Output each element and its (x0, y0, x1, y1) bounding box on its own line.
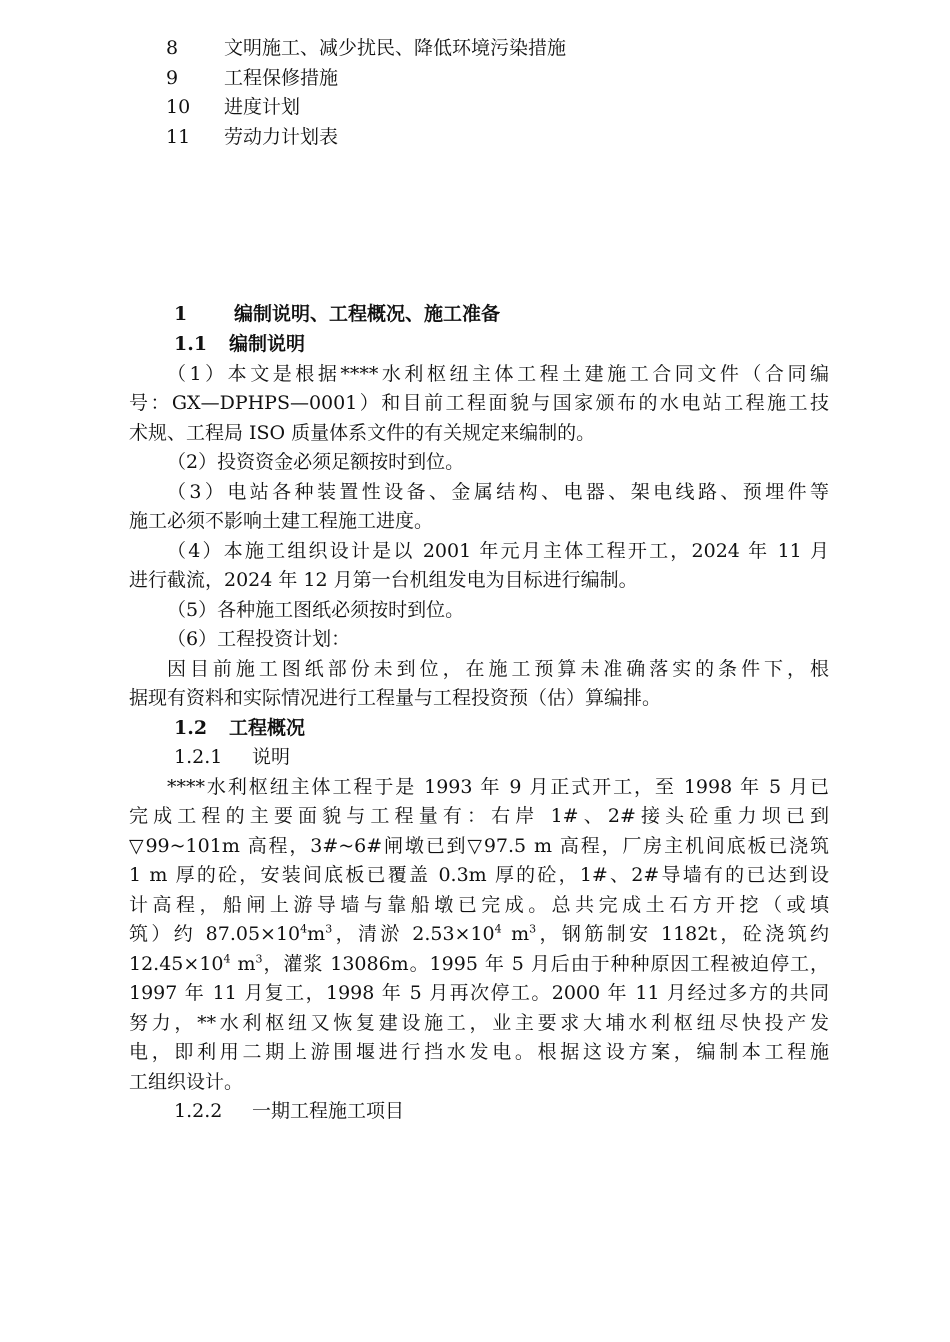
superscript: 4 (300, 922, 308, 936)
section-title: 编制说明、工程概况、施工准备 (234, 303, 501, 325)
subsection-number: 1.2 (174, 716, 208, 739)
text-line: ▽99~101m 高程，3#~6#闸墩已到▽97.5 m 高程，厂房主机间底板已浇筑 (129, 834, 829, 857)
document-body (129, 299, 829, 1127)
paragraph (129, 773, 829, 1098)
paragraph (129, 448, 829, 478)
text-line: （1）本文是根据****水利枢纽主体工程土建施工合同文件（合同编 (167, 362, 829, 385)
toc-item-number: 8 (166, 37, 179, 59)
toc-item[interactable] (166, 34, 566, 64)
text-line: 据现有资料和实际情况进行工程量与工程投资预（估）算编排。 (129, 687, 662, 709)
text-line: 1 m 厚的砼，安装间底板已覆盖 0.3m 厚的砼，1#、2#导墙有的已达到设 (129, 864, 829, 886)
toc-item-title: 劳动力计划表 (224, 125, 339, 148)
text-line: 1997 年 11 月复工，1998 年 5 月再次停工。2000 年 11 月经过多方的共同 (129, 982, 829, 1004)
text-line (129, 950, 829, 980)
text-line: （5）各种施工图纸必须按时到位。 (167, 598, 465, 621)
subsubsection-number: 1.2.1 (174, 746, 223, 768)
text-line: 术规、工程局 ISO 质量体系文件的有关规定来编制的。 (129, 421, 596, 444)
text-line: 计高程，船闸上游导墙与靠船墩已完成。总共完成土石方开挖（或填 (129, 893, 829, 916)
text-line: 完成工程的主要面貌与工程量有：右岸 1#、2#接头砼重力坝已到 (129, 805, 829, 827)
subsubsection-title: 一期工程施工项目 (252, 1100, 405, 1122)
toc-item-number: 10 (166, 96, 191, 118)
paragraph (129, 537, 829, 596)
text-line: 施工必须不影响土建工程施工进度。 (129, 510, 434, 532)
subsubsection-heading (129, 1097, 829, 1127)
toc-item-number: 11 (166, 125, 191, 148)
superscript: 4 (494, 922, 502, 936)
text-line: 号：GX—DPHPS—0001）和目前工程面貌与国家颁布的水电站工程施工技 (129, 392, 829, 414)
text-line: 因目前施工图纸部份未到位，在施工预算未准确落实的条件下，根 (167, 657, 829, 680)
text-line: （4）本施工组织设计是以 2001 年元月主体工程开工，2024 年 11 月 (167, 539, 829, 562)
superscript: 3 (325, 922, 333, 936)
subsection-heading (129, 330, 829, 360)
subsection-heading (129, 714, 829, 744)
text-run: ，钢筋制安 1182t，砼浇筑约 (536, 923, 830, 945)
text-run: ，清淤 2.53×10 (332, 923, 495, 945)
text-run: 12.45×10 (129, 952, 224, 975)
toc-item-title: 进度计划 (224, 96, 301, 118)
toc-item[interactable] (166, 64, 566, 94)
subsection-title: 编制说明 (229, 333, 306, 355)
paragraph (129, 478, 829, 537)
text-line: 工组织设计。 (129, 1070, 244, 1093)
text-run: ，灌浆 13086m。1995 年 5 月后由于种种原因工程被迫停工， (262, 952, 829, 975)
paragraph (129, 596, 829, 626)
text-line: （2）投资资金必须足额按时到位。 (167, 451, 465, 473)
subsubsection-heading (129, 743, 829, 773)
superscript: 4 (223, 952, 231, 966)
text-line: 努力，**水利枢纽又恢复建设施工，业主要求大埔水利枢纽尽快投产发 (129, 1011, 829, 1034)
text-run: m (230, 952, 256, 975)
text-line: 进行截流，2024 年 12 月第一台机组发电为目标进行编制。 (129, 569, 638, 591)
toc-item-title: 工程保修措施 (224, 66, 339, 89)
superscript: 3 (529, 922, 537, 936)
text-line: （6）工程投资计划： (167, 628, 351, 650)
toc-item[interactable] (166, 123, 566, 153)
paragraph (129, 360, 829, 449)
text-run: m (501, 923, 530, 945)
toc-item-title: 文明施工、减少扰民、降低环境污染措施 (224, 37, 567, 59)
subsection-title: 工程概况 (229, 716, 306, 739)
paragraph (129, 655, 829, 714)
subsection-number: 1.1 (174, 333, 208, 355)
section-number: 1 (174, 303, 188, 325)
subsubsection-number: 1.2.2 (174, 1100, 223, 1122)
superscript: 3 (255, 952, 263, 966)
subsubsection-title: 说明 (252, 746, 291, 768)
toc-item-number: 9 (166, 66, 179, 89)
text-line (129, 920, 829, 950)
table-of-contents (166, 34, 566, 152)
text-run: 筑）约 87.05×10 (129, 923, 301, 945)
text-run: m (307, 923, 326, 945)
text-line: 电，即利用二期上游围堰进行挡水发电。根据这设方案，编制本工程施 (129, 1041, 829, 1063)
section-heading (129, 299, 829, 330)
paragraph (129, 625, 829, 655)
text-line: ****水利枢纽主体工程于是 1993 年 9 月正式开工，至 1998 年 5 月已 (167, 775, 829, 798)
text-line: （3）电站各种装置性设备、金属结构、电器、架电线路、预埋件等 (167, 480, 829, 503)
toc-item[interactable] (166, 93, 566, 123)
